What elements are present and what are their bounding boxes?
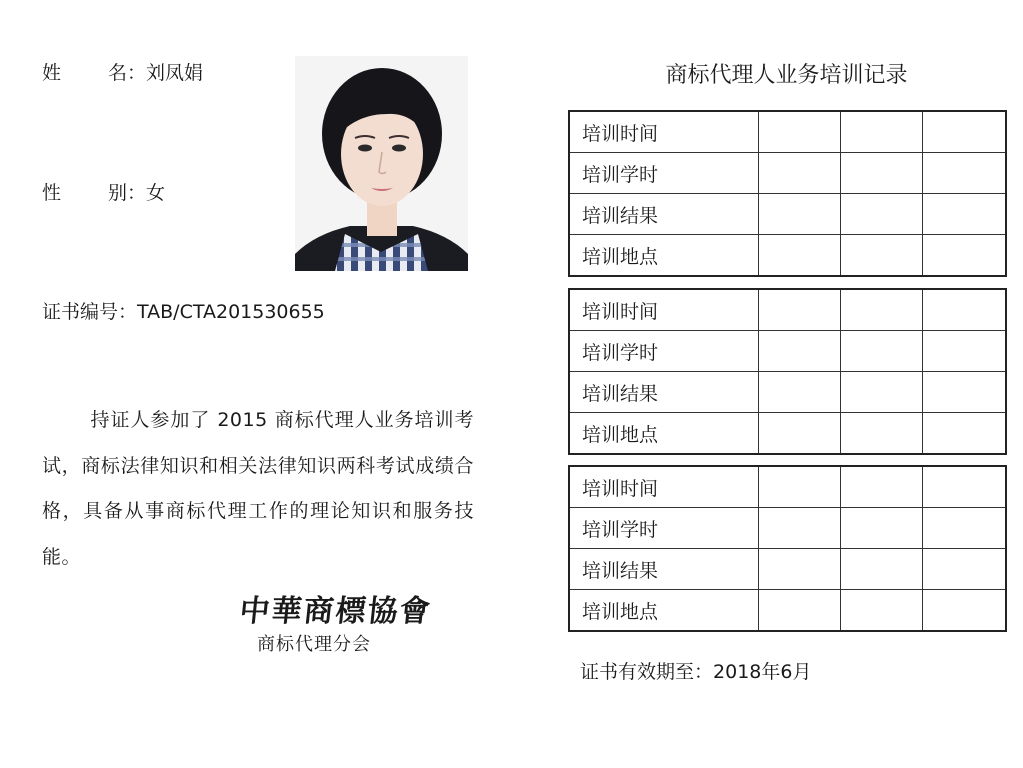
table-row [569, 413, 1006, 455]
name-value: 刘凤娟 [146, 62, 204, 84]
validity-value: 2018年6月 [713, 661, 812, 683]
row-label: 培训时间 [569, 111, 758, 153]
cert-number-field [42, 297, 325, 324]
entry-cell [922, 508, 1006, 549]
certificate-statement [42, 398, 474, 580]
validity-field [580, 657, 811, 684]
table-row [569, 111, 1006, 153]
table-row [569, 153, 1006, 194]
entry-cell [922, 153, 1006, 194]
entry-cell [840, 372, 922, 413]
association-calligraphy-seal: 中華商標協會 [237, 594, 434, 629]
entry-cell [758, 289, 840, 331]
row-label: 培训时间 [569, 466, 758, 508]
entry-cell [922, 590, 1006, 632]
row-label: 培训学时 [569, 153, 758, 194]
row-label: 培训地点 [569, 413, 758, 455]
gender-label-a: 性 [42, 182, 62, 204]
entry-cell [922, 111, 1006, 153]
entry-cell [758, 111, 840, 153]
entry-cell [922, 235, 1006, 277]
entry-cell [922, 194, 1006, 235]
entry-cell [758, 372, 840, 413]
entry-cell [922, 331, 1006, 372]
entry-cell [758, 153, 840, 194]
id-photo [295, 56, 468, 271]
entry-cell [758, 194, 840, 235]
table-row [569, 372, 1006, 413]
entry-cell [758, 413, 840, 455]
entry-cell [758, 508, 840, 549]
entry-cell [922, 413, 1006, 455]
cert-number-label: 证书编号： [42, 301, 138, 323]
table-row [569, 331, 1006, 372]
entry-cell [922, 372, 1006, 413]
row-label: 培训结果 [569, 372, 758, 413]
table-row [569, 590, 1006, 632]
table-row [569, 508, 1006, 549]
entry-cell [840, 508, 922, 549]
row-label: 培训结果 [569, 549, 758, 590]
table-row [569, 235, 1006, 277]
gender-field [42, 178, 165, 205]
entry-cell [758, 466, 840, 508]
entry-cell [758, 235, 840, 277]
entry-cell [840, 413, 922, 455]
training-record-table-2 [568, 288, 1007, 455]
row-label: 培训地点 [569, 590, 758, 632]
table-row [569, 194, 1006, 235]
statement-text: 持证人参加了 2015 商标代理人业务培训考试，商标法律知识和相关法律知识两科考试成绩合格，具备从事商标代理工作的理论知识和服务技能。 [42, 409, 474, 568]
entry-cell [922, 466, 1006, 508]
row-label: 培训时间 [569, 289, 758, 331]
issuer-branch: 商标代理分会 [257, 634, 371, 655]
table-row [569, 289, 1006, 331]
entry-cell [840, 111, 922, 153]
row-label: 培训地点 [569, 235, 758, 277]
cert-number-value: TAB/CTA201530655 [137, 301, 325, 323]
row-label: 培训结果 [569, 194, 758, 235]
entry-cell [840, 549, 922, 590]
entry-cell [840, 289, 922, 331]
entry-cell [840, 194, 922, 235]
record-title: 商标代理人业务培训记录 [665, 63, 908, 88]
name-label-b: 名： [108, 62, 147, 84]
portrait-image [295, 56, 468, 271]
entry-cell [840, 466, 922, 508]
entry-cell [840, 331, 922, 372]
entry-cell [840, 590, 922, 632]
gender-value: 女 [146, 182, 166, 204]
name-label-a: 姓 [42, 62, 62, 84]
entry-cell [922, 549, 1006, 590]
gender-label-b: 别： [108, 182, 147, 204]
row-label: 培训学时 [569, 508, 758, 549]
table-row [569, 466, 1006, 508]
entry-cell [840, 235, 922, 277]
row-label: 培训学时 [569, 331, 758, 372]
entry-cell [758, 331, 840, 372]
entry-cell [840, 153, 922, 194]
name-field [42, 58, 203, 85]
entry-cell [758, 549, 840, 590]
entry-cell [922, 289, 1006, 331]
training-record-table-1 [568, 110, 1007, 277]
training-record-table-3 [568, 465, 1007, 632]
entry-cell [758, 590, 840, 632]
table-row [569, 549, 1006, 590]
validity-label: 证书有效期至： [580, 661, 714, 683]
